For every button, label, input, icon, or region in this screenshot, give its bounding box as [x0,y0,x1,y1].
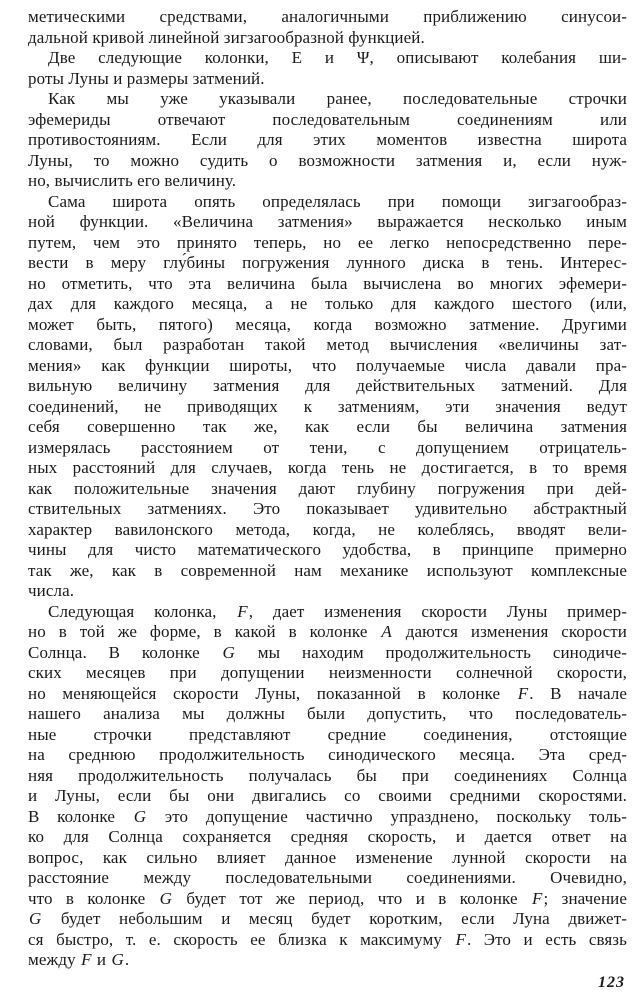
text-line: Луны, то можно судить о возможности затмения и, если нуж- [28,150,627,170]
text-line: между F и G. [28,950,130,969]
text-line: себя совершенно так же, как если бы величина затмения [28,417,627,436]
text-line: мения» как функции широты, что получаемые числа давали пра- [28,355,627,375]
text-line: роты Луны и размеры затмений. [28,68,265,88]
text-line: измерялась расстоянием от тени, с допущением отрицатель- [28,437,627,457]
text-line: соединений, не приводящих к затмениям, эти значения ведут [28,396,627,416]
text-line: ся быстро, т. е. скорость ее близка к максимуму F. Это и есть связь [28,929,627,949]
text-line: может быть, пятого) месяца, когда возможно затмение. Другими [28,314,627,334]
paragraph [28,48,627,89]
page-number: 123 [598,974,625,991]
text-line: метическими средствами, аналогичными приближению синусои- [28,7,627,26]
text-line: ских месяцев при допущении неизменности солнечной скорости, [28,663,627,682]
text-line: ные строчки представляют средние соединения, отстоящие [28,724,627,744]
text-line: Следующая колонка, F, дает изменения скорости Луны пример- [48,601,627,621]
text-line: словами, был разработан такой метод вычисления «величины зат- [28,335,627,354]
paragraph [28,7,627,48]
text-line: ных расстояний для случаев, когда тень не достигается, в то время [28,458,627,477]
text-line: няя продолжительность получалась бы при соединениях Солнца [28,765,627,785]
text-line: и Луны, если бы они двигались со своими средними скоростями. [28,786,627,805]
text-line: чины для чисто математического удобства, в принципе примерно [28,540,627,559]
text-line: на среднюю продолжительность синодического месяца. Эта сред- [28,745,627,764]
text-line: расстояние между последовательными соединениями. Очевидно, [28,868,627,887]
text-line: эфемериды отвечают последовательным соединениям или [28,109,627,129]
text-line: Сама широта опять определялась при помощи зигзагообраз- [48,191,627,211]
text-block [28,7,627,971]
text-line: ной функции. «Величина затмения» выражается несколько иным [28,212,627,231]
text-line: вести в меру глу́бины погружения лунного диска в тень. Интерес- [28,253,627,272]
text-line: но отметить, что эта величина была вычислена во многих эфемери- [28,273,627,293]
text-line: но меняющейся скорости Луны, показанной в колонке F. В начале [28,683,627,703]
text-line: противостояниям. Если для этих моментов известна широта [28,130,627,149]
paragraph [28,602,627,971]
text-line: Как мы уже указывали ранее, последовательные строчки [48,89,627,108]
text-line: дах для каждого месяца, а не только для каждого шестого (или, [28,294,627,313]
text-line: В колонке G это допущение частично упразднено, поскольку толь- [28,806,627,826]
text-line: ко для Солнца сохраняется средняя скорость, и дается ответ на [28,827,627,846]
text-line: что в колонке G будет тот же период, что и в колонке F; значение [28,888,627,908]
text-line: путем, чем это принято теперь, но ее легко непосредственно пере- [28,232,627,252]
paragraph [28,89,627,192]
text-line: но в той же форме, в какой в колонке A даются изменения скорости [28,622,627,641]
text-line: Солнца. В колонке G мы находим продолжительность синодиче- [28,642,627,662]
text-line: вопрос, как сильно влияет данное изменение лунной скорости на [28,847,627,867]
text-line: дальной кривой линейной зигзагообразной функцией. [28,27,425,47]
text-line: характер вавилонского метода, когда, не колеблясь, вводят вели- [28,519,627,539]
paragraph [28,192,627,602]
text-line: числа. [28,581,75,600]
text-line: нашего анализа мы должны были допустить, что последователь- [28,704,627,723]
text-line: ствительных затмениях. Это показывает удивительно абстрактный [28,499,627,518]
text-line: вильную величину затмения для действительных затмений. Для [28,376,627,395]
text-line: Две следующие колонки, Е и Ψ, описывают колебания ши- [48,48,627,67]
text-line: как положительные значения дают глубину погружения при дей- [28,478,627,498]
text-line: так же, как в современной нам механике используют комплексные [28,560,627,580]
text-line: G будет небольшим и месяц будет коротким, если Луна движет- [29,909,627,928]
text-line: но, вычислить его величину. [28,171,237,190]
